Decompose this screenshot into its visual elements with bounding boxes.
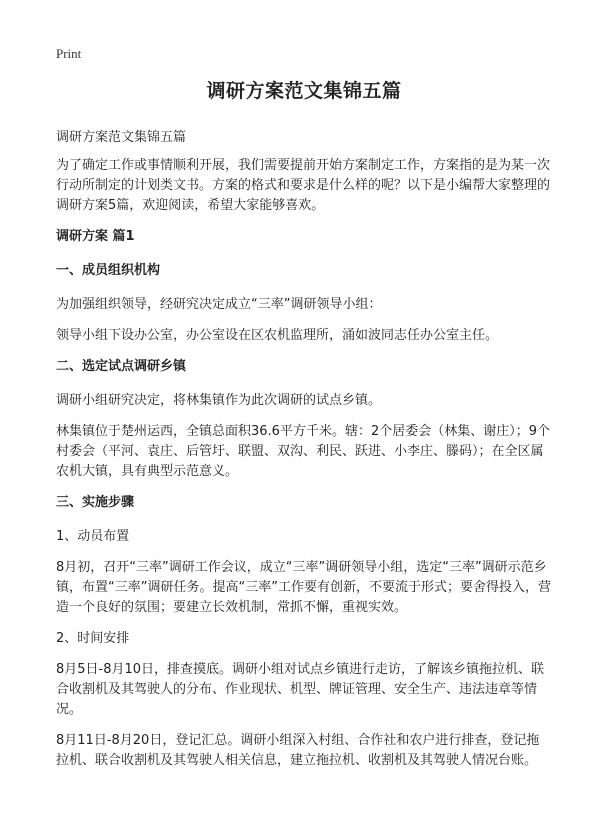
- paragraph: 领导小组下设办公室，办公室设在区农机监理所，涌如波同志任办公室主任。: [56, 328, 499, 343]
- section-heading: 一、成员组织机构: [56, 263, 161, 278]
- paragraph: 8月5日-8月10日，排查摸底。调研小组对试点乡镇进行走访，了解该乡镇拖拉机、联合收割机及其驾驶人的分布、作业现状、机型、牌证管理、安全生产、违法违章等情况。: [56, 662, 545, 717]
- section-heading: 三、实施步骤: [56, 495, 135, 510]
- paragraph: 林集镇位于楚州运西，全镇总面积36.6平方千米。辖：2个居委会（林集、谢庄）；9个村委会（平河、袁庄、后管圩、联盟、双沟、利民、跃进、小李庄、滕码）；在全区属农机大镇，具有典型示范意义。: [56, 424, 550, 479]
- print-link[interactable]: Print: [56, 46, 82, 61]
- document-title: 调研方案范文集锦五篇: [206, 80, 402, 102]
- subsection-heading: 1、动员布置: [56, 529, 130, 544]
- document-body: [56, 78, 552, 782]
- article-heading: 调研方案 篇1: [56, 229, 135, 244]
- paragraph: 8月初，召开“三率”调研工作会议，成立“三率”调研领导小组，选定“三率”调研示范乡镇，布置“三率”调研任务。提高“三率”工作要有创新，不要流于形式；要舍得投入，营造一个良好的氛围；要建立长效机制，常抓不懈，重视实效。: [56, 560, 551, 615]
- paragraph: 为加强组织领导，经研究决定成立“三率”调研领导小组：: [56, 297, 382, 312]
- intro-paragraph: 为了确定工作或事情顺利开展，我们需要提前开始方案制定工作，方案指的是为某一次行动所制定的计划类文书。方案的格式和要求是什么样的呢？以下是小编帮大家整理的调研方案5篇，欢迎阅读，希望大家能够喜欢。: [56, 158, 551, 213]
- subsection-heading: 2、时间安排: [56, 631, 130, 646]
- document-subtitle: 调研方案范文集锦五篇: [56, 130, 187, 145]
- section-heading: 二、选定试点调研乡镇: [56, 359, 187, 374]
- paragraph: 8月11日-8月20日，登记汇总。调研小组深入村组、合作社和农户进行排查，登记拖拉机、联合收割机及其驾驶人相关信息，建立拖拉机、收割机及其驾驶人情况台账。: [56, 733, 540, 768]
- paragraph: 调研小组研究决定，将林集镇作为此次调研的试点乡镇。: [56, 393, 382, 408]
